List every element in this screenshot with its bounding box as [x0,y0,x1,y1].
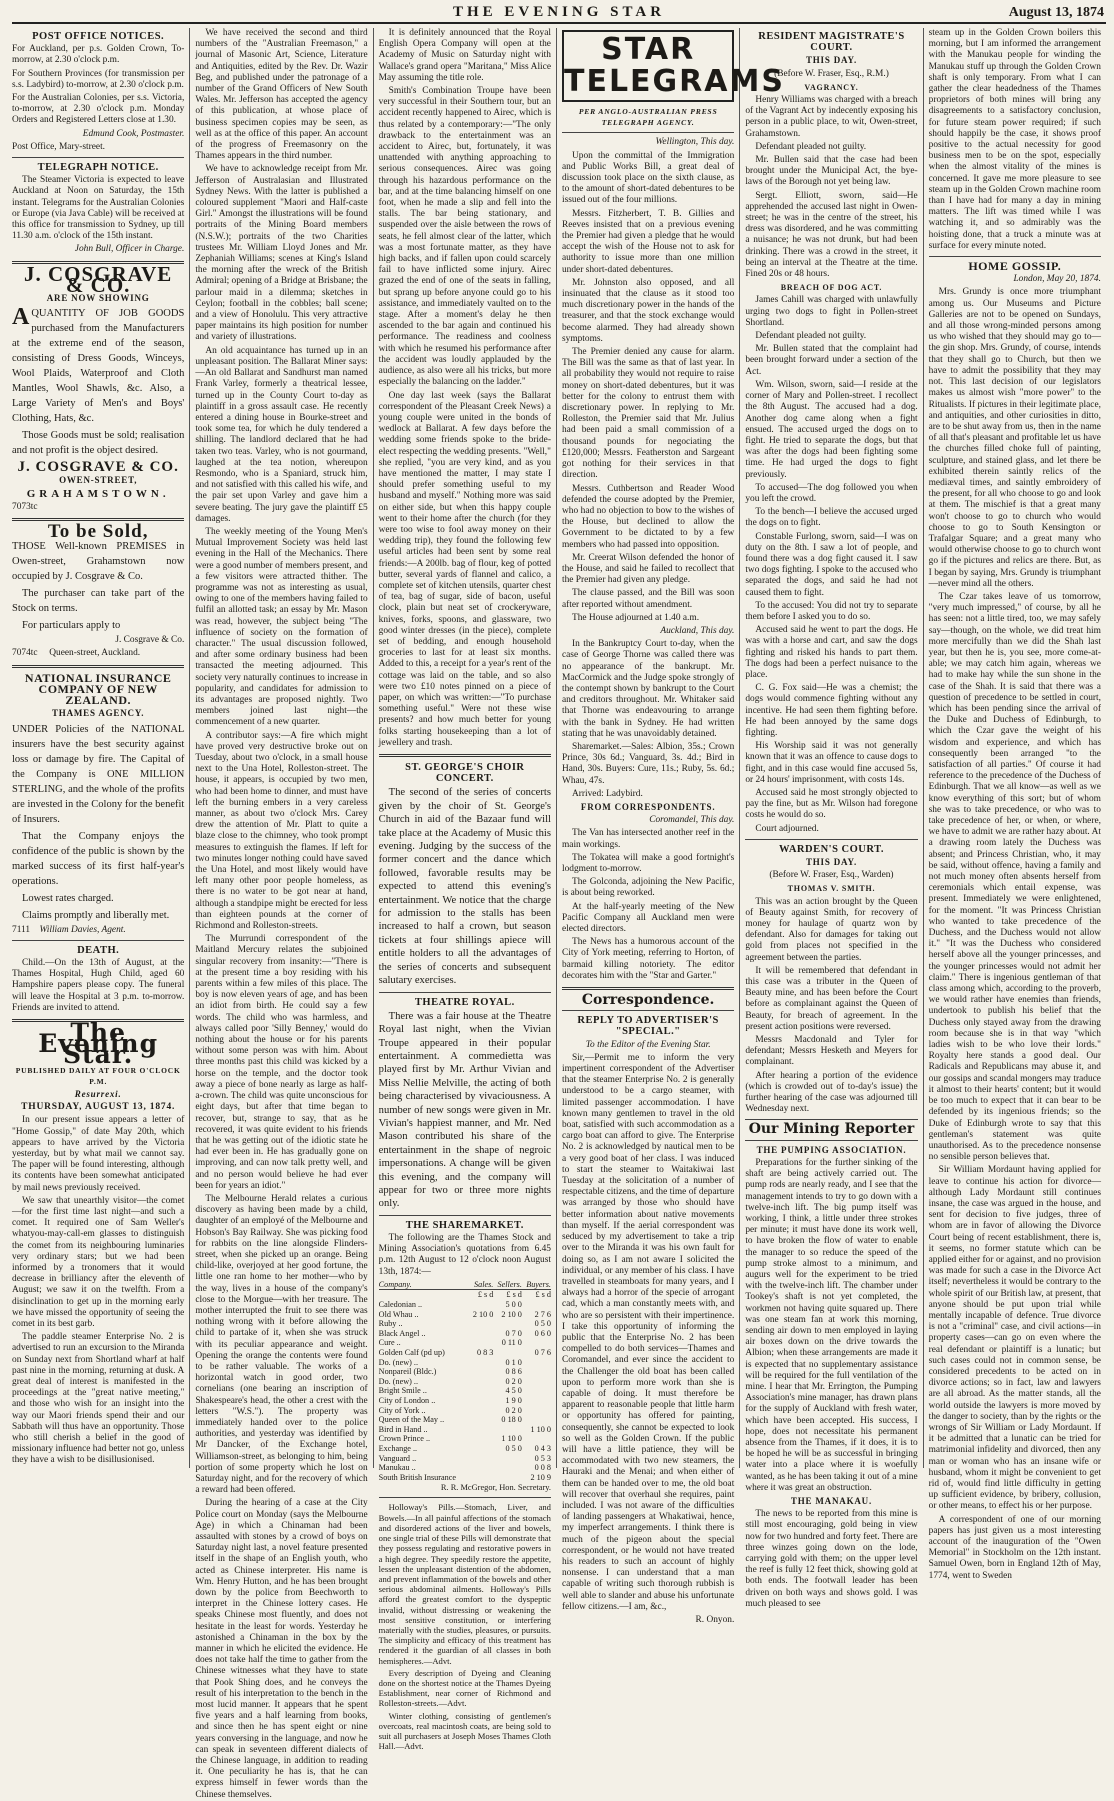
insurance-body: Claims promptly and liberally met. [22,909,170,921]
gossip-paragraph: Sir William Mordaunt having applied for leave to continue his action for divorce—although Lady Mordaunt still continues insane, the case was argued in the house, and sent for decision to five judges, three of whom are in favor of allowing the Divorce Court being of recent establishment, there is, it seems, no former statute which can be applied either for or against, and no provision was made for such a case in the Divorce Act itself; nevertheless it would be contrary to the whole spirit of our British law, at present, that anyone should be put upon trial while mentally incapable of defence. True divorce is not a "criminal" case, and civil actions—in property cases—can go on even where the real defendant or plaintiff is a lunatic; but such cases could not in common sense, be considered precedents to be acted on in divorce actions; so in fact, law and lawyers are all abroad. As the matter stands, all the world outside the lawyers is more moved by the danger to society, than by the rights or the wrongs of Sir William or Lady Mordaunt. If it be admitted that a lunatic can be tried for matrimonial infidelity and divorced, then any man or woman who has an insane wife or husband, whom it might be convenient to get rid of, would find little difficulty in getting up sufficient evidence, by bribery, collusion, or other means, to effect his or her purpose. [928,1165,1101,1512]
advertisement-paragraph: Winter clothing, consisting of gentlemen's overcoats, real macintosh coats, are being sold to suit all purchasers at Joseph Moses Thames Cloth Hall.—Advt. [378,1710,551,1752]
news-paragraph: The Murrundi correspondent of the Maitland Mercury relates the subjoined singular recovery from insanity:—"There is at the present time a boy residing with his parents within a few miles of this place. The boy is now eleven years of age, and has been an idiot from birth. He could say a few words. The child who was harmless, and always called poor 'Silly Benney,' would do nothing about the house or for his parents without some person was with him. About three months past this child was kicked by a horse on the temple, and the doctor took away a piece of bone nearly as large as half-a-crown. The child was quite unconscious for eight days, but after that time began to recover, but, strange to say, that as he recovered, it was quite evident to his friends that he was getting out of the idiotic state he had ever been in. He has gradually gone on improving, and can now talk pretty well, and and no person would believe he had ever been for years an idiot." [195,934,368,1191]
table-row [379,1348,551,1358]
court-paragraph: To accused—The dog followed you when you left the crowd. [745,482,918,504]
table-row [379,1406,551,1416]
price-cell: 4 5 0 [505,1386,522,1396]
price-cell [469,1319,493,1329]
to-be-sold-body: THOSE Well-known PREMISES in Owen-street, Grahamstown now occupied by J. Cosgrave & Co. [12,541,185,583]
gossip-paragraph: A correspondent of one of our morning papers has just given us a most interesting account of the inauguration of the "Owen Memorial" in Stockholm on the 12th instant. Samuel Owen, born in England 12th of May, 1774, went to Sweden [928,1514,1101,1581]
post-office-heading: POST OFFICE NOTICES. [32,31,165,42]
table-row [379,1473,551,1483]
reply-heading: REPLY TO ADVERTISER'S "SPECIAL." [577,1015,719,1038]
price-cell: 0 5 0 [505,1443,522,1453]
ad-code: 7073tc [12,501,38,512]
court-paragraph: Accused said he most strongly objected to pay the fine, but as Mr. Wilson had foregone costs he would do so. [745,788,918,821]
price-cell [522,1338,551,1348]
advertisement-paragraph: Holloway's Pills.—Stomach, Liver, and Bowels.—In all painful affections of the stomach and disordered actions of the liver and bowels, one single trial of these Pills will demonstrate that they possess regulating and restorative powers in a high degree. They speedily restore the appetite, lessen the unpleasant distention of the abdomen, and prevent inflammation of the bowels and other serious abdominal ailments. Holloway's Pills afford the greatest comfort to the dyspeptic invalid, without distressing or weakening the most sensitive constitution, or interfering materially with the studies, pleasures, or pursuits. The simplicity and efficacy of this treatment has rendered it the guardian of all classes in both hemispheres.—Advt. [378,1502,551,1666]
divider [562,132,734,133]
price-cell [469,1463,493,1473]
cosgrave-heading-2: J. COSGRAVE & CO. [17,459,179,476]
company-cell: Bright Smile .. [378,1386,427,1396]
price-cell: 0 2 0 [505,1405,522,1415]
telegram-paragraph: Upon the committal of the Immigration and Public Works Bill, a great deal of discussion took place on the sixth clause, as to the amount of short-dated debentures to be issued out of the four millions. [561,150,735,206]
price-cell: 0 1 0 [505,1357,522,1367]
manakau-heading: THE MANAKAU. [790,1495,873,1506]
news-paragraph: It is definitely announced that the Royal English Opera Company will open at the Academy of Music on Saturday night with Wallace's grand opera "Maritana," Miss Alice May assuming the title role. [378,28,551,83]
dropcap: A [12,304,30,331]
company-cell: Crown Prince .. [378,1434,431,1444]
price-cell: 2 10 9 [530,1472,551,1482]
telegram-paragraph: The Tokatea will make a good fortnight's lodgment to-morrow. [561,852,735,874]
price-cell [522,1434,551,1444]
cosgrave-street: OWEN-STREET, [59,475,138,486]
cosgrave-heading: J. COSGRAVE & CO. [24,261,173,297]
table-row [379,1415,551,1425]
insurance-subheading: THAMES AGENCY. [51,708,145,719]
to-be-sold-body: The purchaser can take part of the Stock on terms. [12,588,185,615]
price-cell [469,1338,493,1348]
choir-article: The second of the series of concerts given by the choir of St. George's Church in aid of the Bazaar fund will take place at the Academy of Music this evening. Judging by the success of the former concert and the dance which followed, favorable results may be expected to attend this evening's entertainment. We notice that the charge for admission to the stalls has been increased to half a crown, but season tickets at four shillings apiece will entitle holders to all the advantages of the series of concerts and subsequent salutary exercises. [378,787,551,987]
price-cell [522,1377,551,1387]
company-cell: Old Whau .. [378,1309,419,1319]
table-row [379,1338,551,1348]
sharemarket-table [379,1280,551,1482]
column-6 [924,28,1106,1581]
column-3 [374,28,557,1752]
company-cell: South British Insurance [378,1472,456,1482]
divider [745,839,917,840]
price-cell [493,1473,522,1483]
theatre-article: There was a fair house at the Theatre Royal last night, when the Vivian Troupe appeared in their popular entertainment. A commedietta was played first by Mr. Arthur Vivian and Miss Nellie Melville, the acting of both being characterised by vivaciousness. A number of new songs were given in Mr. Vivian's happiest manner, and Mr. Ned Mason contributed his share of the entertainment in the shape of negroic impersonations. A change will be given this evening, and the company will appear for two or three more nights only. [378,1010,551,1210]
court-before: (Before W. Fraser, Esq., R.M.) [774,68,889,79]
price-cell: 0 0 8 [534,1463,551,1473]
home-gossip-dateline: London, May 20, 1874. [1013,274,1101,285]
price-cell [469,1406,493,1416]
company-cell: Vanguard .. [378,1453,417,1463]
column-header: Buyers. [522,1280,551,1290]
price-cell: 0 8 3 [476,1347,494,1357]
divider [12,665,184,668]
table-row [379,1310,551,1320]
insurance-body: Lowest rates charged. [22,892,114,904]
telegrams-subheading: PER ANGLO-AUSTRALIAN PRESS TELEGRAPH AGENCY. [578,107,718,128]
price-cell: 1 9 0 [505,1395,522,1405]
home-gossip-heading: HOME GOSSIP. [968,259,1062,274]
column-header: Company. [379,1280,470,1290]
price-cell: 0 7 0 [505,1328,522,1338]
court-paragraph: Constable Furlong, sworn, said—I was on duty on the 8th. I saw a lot of people, and found there was a dog fight caused it. I saw two dogs fighting. I spoke to the accused who separated the dogs, and said he had not caused them to fight. [745,531,918,598]
case-heading: VAGRANCY. [804,82,859,92]
news-paragraph: A contributor says:—A fire which might have proved very destructive broke out on Tuesday, about two o'clock, in a small house next to the Una Hotel, Rolleston-street. The house, it appears, is occupied by two men, who had been home to dinner, and must have left the burning embers in a very careless manner, as about two o'clock Mrs. Carey drew the attention of Mr. Platt to quite a blaze close to the chimney, who took prompt measures to extinguish the flames. If left for two minutes longer nothing could have saved the Una Hotel, and most likely would have left many other poor people homeless, as there is no water to be got near at hand, although a standpipe might be erected for less than eighteen pounds at the corner of Richmond and Rolleston-streets. [195,730,368,932]
dateline: Coromandel, This day. [649,815,735,826]
company-cell: Queen of the May .. [378,1415,445,1425]
post-office-notice: For Southern Provinces (for transmission per s.s. Ladybird) to-morrow, at 2.30 o'clock p.m. [12,68,185,90]
divider [379,992,551,993]
court-paragraph: Wm. Wilson, sworn, said—I reside at the corner of Mary and Pollen-street. I recollect the 8th August. The accused had a dog. Another dog came along when a fight ensued. The accused urged the dogs on to fight. He tried to separate the dogs, but that was after the dogs had been fighting some time. He had urged the dogs to fight previously. [745,379,918,480]
news-paragraph: Smith's Combination Troupe have been very successful in their Southern tour, but an accident recently happened to Airec, which is thus related by a contemporary:—"The only drawback to the entertainment was an accident to Airec, but, fortunately, it was unattended with anything approaching to serious consequences. Airec was going through his hazardous performance on the bar, and at the time balancing himself on one foot, when he made a slip and fell into the stalls. The bar being stationary, and suspended over the aisle between the rows of seats, he fell almost clear of the latter, which was a most fortunate matter, as they have high backs, and if fallen upon could scarcely fail to have inflicted some injury. Airec grazed the end of one of the seats in falling, but sprang up before anyone could go to his assistance, and immediately vaulted on to the stage. After a moment's delay he then ascended to the bar again and continued his performance. The readiness and coolness with which he resumed his performance after the accident was loudly applauded by the audience, as also were all his tricks, but more especially the balancing on the ladder." [378,86,551,388]
paper-title: The Evening Star. [38,1017,159,1070]
divider [379,1215,551,1216]
telegraph-heading: TELEGRAPH NOTICE. [37,162,159,174]
insurance-signature-line: 7111 William Davies, Agent. [12,924,126,935]
table-row [379,1396,551,1406]
price-cell: 0 2 0 [505,1376,522,1386]
column-1 [12,28,190,1468]
company-cell: City of York .. [378,1405,426,1415]
divider [12,157,184,158]
table-unit-row: £ s d £ s d £ s d [477,1290,551,1300]
price-cell [469,1444,493,1454]
sharemarket-heading: THE SHAREMARKET. [405,1219,524,1231]
court-paragraph: His Worship said it was not generally known that it was an offence to cause dogs to fight, and in this case would fine accused 5s, or 24 hours' imprisonment, with costs 14s. [745,741,918,785]
court-heading: RESIDENT MAGISTRATE'S COURT. [758,31,905,54]
telegram-paragraph: The Premier denied any cause for alarm. The Bill was the same as that of last year. In all probability they would not require to raise money on short-dated debentures, but it was better for the colony to entrust them with discretionary power. In replying to Mr. Rolleston, the Premier said that Mr. Julius had been paid a small commission of a thousand pounds for negociating the £120,000; Messrs. Featherston and Sargeant got nothing for their services in that direction. [561,347,735,481]
court-paragraph: Mr. Bullen said that the case had been brought under the Municipal Act, the bye-laws of the Borough not yet being law. [745,155,918,188]
table-row [379,1358,551,1368]
column-5 [740,28,923,1609]
news-paragraph: An old acquaintance has turned up in an unpleasant position. The Ballarat Miner says:—An old Ballarat and Sandhurst man named Frank Varley, formerly a theatrical lessee, turned up in the County Court to-day as plaintiff in a gross assault case. He recently entered a dining house in Bourke-street and took some tea, for which he duly tendered a shilling. The landlord declared that he had taken two teas. Varley, who is not gourmand, laughed at the tea notion, whereupon Resmondo, who is a Spaniard, struck him, and not satisfied with this called his wife, and the pair set upon Varley and gave him a severe beating. The jury gave the plaintiff £5 damages. [195,345,368,524]
column-header: Sellers. [493,1280,522,1290]
wardens-heading: WARDEN'S COURT. [779,843,884,855]
telegram-paragraph: In the Bankruptcy Court to-day, when the case of George Thorne was called there was no appearance of the bankrupt. Mr. MacCormick and the Judge spoke strongly of the contempt shown by bankrupt to the Court and creditors throughout. Mr. Whitaker said that Thorne was endeavouring to arrange with the bank in Sydney. He had written stating that he was unavoidably detained. [561,639,735,739]
reply-addressee: To the Editor of the Evening Star. [585,1039,711,1050]
pumping-heading: THE PUMPING ASSOCIATION. [756,1144,907,1155]
telegram-paragraph: The News has a humorous account of the City of York meeting, referring to Horton, of barmaid killing notoriety. The editor decorates him with the "Star and Garter." [561,937,735,981]
company-cell: City of London .. [378,1395,436,1405]
telegram-paragraph: The Van has intersected another reef in the main workings. [561,828,735,850]
court-paragraph: Court adjourned. [755,823,819,834]
news-paragraph: The Melbourne Herald relates a curious discovery as having been made by a child, daughter of an employé of the Melbourne and Hobson's Bay Railway. She was picking food for rabbits on the line alongside Flinders-street, when she picked up an orange. Being child-like, overjoyed at her good fortune, the little one ran home to her mother—who by the way, lives in a house of the company's close to the Morgue—with her treasure. The mother interrupted the fruit to see there was nothing wrong with it before allowing the child to partake of it, when she was struck with its peculiar appearance and weight. Opening the orange the contents were found to be rather valuable. The works of a horizontal watch in good order, two cornelians (one bearing an inscription of Shakespeare's head, the other a crest with the letters "W.S."). The property was immediately handed over to the police authorities, and yesterday was identified by Mr Dancker, of the Exchange hotel, Williamson-street, as belonging to him, being portion of some property which he lost on Saturday night, and for the recovery of which a reward had been offered. [195,1193,368,1496]
news-paragraph: We have received the second and third numbers of the "Australian Freemason," a journal of Masonic Art, Science, Literature and Antiquities, edited by the Rev. Dr. Wazir Beg, and published under the patronage of a number of the Grand Officers of New South Wales. Mr. Jefferson has accepted the agency of this publication, at whose place of business specimen copies may be seen, as well as at the office of this paper. An account of the progress of Freemasonry on the Thames appears in the third number. [195,28,368,162]
divider [745,1119,917,1120]
editorial-paragraph: We saw that unearthly visitor—the comet —for the first time last night—and such a comet. It required one of Sam Weller's whatyou-may-call-em glasses to distinguish the comet from its neighbouring luminaries very ordinary stars; but we had been informed by a tronomers that it would decrease in brilliancy after the eleventh of August; we saw it on the twelfth. From a disinclination to get up in the morning early we have missed the opportunity of seeing the comet in its best garb. [12,1195,185,1329]
telegram-paragraph: Mr. Creerat Wilson defended the honor of the House, and said he failed to recollect that the Premier had given any pledge. [561,552,735,586]
dateline: Wellington, This day. [655,137,735,148]
company-cell: Cure .. [378,1338,401,1348]
telegram-paragraph: The clause passed, and the Bill was soon after reported without amendment. [561,588,735,610]
telegram-paragraph: Messrs. Fitzherbert, T. B. Gillies and Reeves insisted that on a previous evening the Premier had given a pledge that he would accept the wish of the House not to ask for authority to issue more than one million under short-dated debentures. [561,208,735,275]
price-cell [469,1386,493,1396]
company-cell: Ruby .. [378,1319,403,1329]
to-be-sold-heading: To be Sold, [47,521,149,543]
court-paragraph: Defendant pleaded not guilty. [755,141,867,152]
column-4 [557,28,785,1625]
price-cell [493,1348,522,1358]
table-row [379,1386,551,1396]
table-row [379,1425,551,1435]
table-row [379,1454,551,1464]
cosgrave-town: GRAHAMSTOWN. [26,487,170,500]
price-cell [469,1300,493,1310]
price-cell [522,1415,551,1425]
ad-code-line: 7074tc Queen-street, Auckland. [12,648,141,659]
court-paragraph: Henry Williams was charged with a breach of the Vagrant Act by indecently exposing his person in a public place, to wit, Owen-street, Grahamstown. [745,95,918,139]
court-paragraph: Messrs Macdonald and Tyler for defendant; Messrs Hesketh and Meyers for complainant. [745,1035,918,1068]
price-cell: 2 10 0 [472,1309,494,1319]
columns [12,28,1106,1800]
company-cell: Black Angel .. [378,1328,426,1338]
dateline: Auckland, This day. [660,625,735,636]
editorial-paragraph: The paddle steamer Enterprise No. 2 is advertised to run an excursion to the Miranda on Sunday next from Shortland wharf at half past nine in the morning, returning at dusk. A great deal of interest is manifested in the proceedings at the "great native meeting," and those who wish for an insight into the way our Maori friends spend their and our Sabbath will thus have an opportunity. Those who still cherish a belief in the good of missionary influence had better not go, unless they have a wish to be disillusionised. [12,1332,185,1466]
company-cell: Bird in Hand .. [378,1424,428,1434]
telegraph-notice: The Steamer Victoria is expected to leave Auckland at Noon on Saturday, the 15th instant. Telegrams for the Australian Colonies or Europe (via Java Cable) will be received at this office for transmission to Sydney, up till 11.30 a.m. o'clock of the 15th instant. [12,175,185,242]
to-be-sold-signature: J. Cosgrave & Co. [115,635,185,646]
editorial-paragraph: In our present issue appears a letter of "Home Gossip," of date May 20th, which appears to have arrived by the Victoria yesterday, but by what mail we cannot say. The paper will be found interesting, although its contents have been somewhat anticipated by mail news previously received. [12,1115,185,1193]
divider [379,754,551,757]
court-paragraph: C. G. Fox said—He was a chemist; the dogs would commence fighting without any incentive. He had seen them fighting before. He had been annoyed by the same dogs fighting. [745,683,918,738]
sharemarket-intro: The following are the Thames Stock and Mining Association's quotations from 6.45 p.m. 12th August to 12 o'clock noon August 13th, 1874:— [378,1233,551,1277]
divider [562,1010,734,1011]
price-cell [469,1415,493,1425]
court-paragraph: Accused said he went to part the dogs. He was with a horse and cart, and saw the dogs fighting and risked his hands to part them. The dogs had been a perfect nuisance to the place. [745,625,918,680]
case-heading: THOMAS V. SMITH. [787,884,876,894]
court-paragraph: Mr. Bullen stated that the complaint had been brought forward under a section of the Act. [745,344,918,377]
price-cell [469,1434,493,1444]
theatre-heading: THEATRE ROYAL. [414,996,515,1008]
table-header-row [379,1280,551,1290]
company-cell: Golden Calf (pd up) [378,1347,445,1357]
price-cell [469,1473,493,1483]
paper-subtitle: PUBLISHED DAILY AT FOUR O'CLOCK P.M. [15,1065,181,1086]
table-row [379,1367,551,1377]
company-cell: Nonpareil (Bldc.) [378,1367,437,1377]
price-cell [522,1396,551,1406]
court-day: THIS DAY. [805,55,857,66]
telegrams-heading: STAR TELEGRAMS [562,30,734,102]
price-cell [493,1463,522,1473]
telegram-paragraph: The House adjourned at 1.40 a.m. [571,612,700,623]
insurance-heading: NATIONAL INSURANCE COMPANY OF NEW ZEALAND. [24,670,172,708]
price-cell [522,1386,551,1396]
advertisement-paragraph: Every description of Dyeing and Cleaning done on the shortest notice at the Thames Dyeing Establishment, near corner of Richmond and Rolleston-streets.—Advt. [378,1667,551,1709]
telegraph-signature: John Bull, Officer in Charge. [74,244,185,255]
to-be-sold-body: For particulars apply to [22,620,121,632]
court-paragraph: It will be remembered that defendant in this case was a tributer in the Queen of Beauty mine, and has been before the Court before as complainant against the Queen of Beauty, for breach of agreement. In the present action positions were reversed. [745,965,918,1032]
masthead-date: August 13, 1874 [1008,5,1104,20]
price-cell [469,1367,493,1377]
company-cell: Manukau .. [378,1463,416,1473]
reply-letter: Sir,—Permit me to inform the very impertinent correspondent of the Advertiser that the steamer Enterprise No. 2 is generally understood to be a cargo steamer, with limited passenger accommodation. I have known many gentlemen to travel in the old boat, satisfied with such accommodation as a cargo boat can afford to give. The Enterprise No. 2 is acknowledged by nautical men to be a very good boat of her class. I was induced to start the steamer to Waitakiwai last Tuesday at the solicitation of a number of respectable citizens, and the time of departure was arranged by those who should have better information about native movements than myself. If the aerial correspondent was seduced by my advertisement to take a trip over to the Miranda it was his own fault for doing so, as I am not aware I solicited the individual, or any member of his class. I have travelled in steamboats for many years, and I always had a horror of the specie of arrogant cad, which a man constantly meets with, and who are so persistent with their impertinence. I take this opportunity of informing the public that the Enterprise No. 2 has been compelled to do both services—Thames and Coromandel, and ever since the accident to the Challenger the old boat has been called upon to perform more work than she is capable of doing. It must therefore be apparent to reasonable people that little harm or opportunity has offered for painting, consequently, she cannot be expected to look so well as the Golden Crown. If the public will have a little patience, they will be accommodated with two new steamers, the Hauraki and the Menai; and when either of them can be handed over to me, the old boat will recover that overhaul she requires, paint included. I was not aware of the difficulties of landing passengers at Whakatiwai, hence, my imperfect arrangements. I think there is much of the pigeon about the special correspondent, or he would not have treated his readers to such an account of highly nonsense. I can understand that a man capable of writing such thorough rubbish is well able to slander and abuse his unfortunate fellow citizens.—I am, &c., [561,1052,735,1612]
death-heading: DEATH. [77,944,120,956]
price-cell: 1 10 0 [501,1434,522,1444]
table-row [379,1329,551,1339]
court-paragraph: This was an action brought by the Queen of Beauty against Smith, for recovery of money for haulage of quartz won by defendant. Also for damages for taking out gold from places not specified in the agreement between the parties. [745,896,918,963]
telegram-paragraph: Mr. Johnston also opposed, and all insinuated that the clause as it stood too much discretionary power in the hands of the treasurer, and that the stock exchange would become alarmed. They had already shown symptoms. [561,277,735,344]
price-cell: 0 8 6 [505,1367,522,1377]
company-cell: Caledonian .. [378,1300,423,1309]
price-cell [522,1300,551,1310]
masthead-title: THE EVENING STAR [452,4,666,20]
price-cell [493,1319,522,1329]
sharemarket-signature: R. R. McGregor, Hon. Secretary. [440,1483,551,1493]
price-cell [493,1425,522,1435]
divider [745,1140,917,1141]
post-office-notice: For the Australian Colonies, per s.s. Victoria, to-morrow, at 2.30 o'clock p.m. Monday Orders and Registered Letters close at 1.30. [12,93,185,126]
mining-paragraph: steam up in the Golden Crown boilers this morning, but I am informed the arrangement with the Manukau people for winding the Manukau stuff up through the Golden Crown shaft is only temporary. From what I can gather the clear headedness of the Thames proprietors of both mines will bring any disagreements to a satisfactory conclusion, for future steam power required; if such should happily be the case, it shows proof positive to the actual necessity for good business men to be on the spot, especially when the almost vitality of the mines is concerned. It gave me more pleasure to see steam up in the Golden Crown machine room than I have had for many a day in mining matters. The lift was timed while I was watching it, and so admirably was the hoisting done, that a truck a minute was at surface for every minute noted. [928,28,1101,251]
correspondents-heading: FROM CORRESPONDENTS. [580,801,716,812]
mining-paragraph: Preparations for the further sinking of the shaft are being actively carried out. The pump rods are nearly ready, and I see that the management intends to try to go down with a twelve-inch lift. The big pump itself was working, I think, a little under three strokes per minute; it must have done its work well, to have broken the flow of water to enable the manager to so reduce the speed of the pump stroke almost to a minimum, and augurs well for the experiment to be tried with the twelve-inch lift. The chamber under Tookey's shaft is not yet completed, the workmen not having quite squared up. There was one steam fan at work this morning, sending air down to men employed in laying air boxes down on the drive towards the Albion; when these arrangements are made it is expected that no supplementary assistance will be required for the full ventilation of the mine. I hear that Mr. Errington, the Pumping Association's mine manager, has drawn plans for the supply of Auckland with fresh water, which have been accepted. His success, I hope, does not necessitate his permanent absence from the Thames, if it does, it is to be hoped he will be as successful in bringing water into a place where it is woefully wanted, as he has been taking it out of a mine where it was great an obstruction. [745,1157,918,1493]
telegram-paragraph: Sharemarket.—Sales: Albion, 35s.; Crown Prince, 30s 6d.; Vanguard, 3s. 4d.; Bird in Hand, 30s. Buyers: Cure, 11s.; Ruby, 5s. 6d.; Whau, 47s. [561,741,735,786]
paper-date: THURSDAY, AUGUST 13, 1874. [21,1102,176,1113]
price-cell: 0 18 0 [501,1415,522,1425]
correspondence-heading: Correspondence. [581,992,715,1009]
price-cell [469,1358,493,1368]
wardens-day: THIS DAY. [805,857,857,868]
telegram-paragraph: Arrived: Ladybird. [571,788,643,799]
price-cell: 0 6 0 [534,1328,551,1338]
court-paragraph: To the bench—I believe the accused urged the dogs on to fight. [745,507,918,529]
table-row [379,1463,551,1473]
case-heading: BREACH OF DOG ACT. [780,283,883,293]
divider [12,940,184,941]
paper-motto: Resurrexi. [74,1088,122,1099]
price-cell [493,1454,522,1464]
post-office-signature: Edmund Cook, Postmaster. [82,128,185,139]
price-cell: 0 11 0 [501,1338,522,1348]
telegram-paragraph: At the half-yearly meeting of the New Pacific Company all Auckland men were elected directors. [561,901,735,935]
price-cell: 0 7 6 [534,1347,551,1357]
price-cell [469,1396,493,1406]
company-cell: Do. (new) .. [378,1376,418,1386]
table-row [379,1434,551,1444]
price-cell [469,1454,493,1464]
price-cell: 2 10 0 [501,1309,522,1319]
cosgrave-ad-body: Those Goods must be sold; realisation and not profit is the object desired. [12,430,185,457]
telegram-paragraph: Messrs. Cuthbertson and Reader Wood defended the course adopted by the Premier, who had no objection to bow to the wishes of the House, but declined to allow the Government to be dictated to by a few members who had passed into opposition. [561,483,735,550]
mining-paragraph: The news to be reported from this mine is still most encouraging, gold being in view now for two hundred and forty feet. There are three winzes going down on the lode, carrying gold with them; on the upper level the reef is fully 12 feet thick, showing gold at both ends. The footwall leader has been driven on both ways and shows gold. I was much pleased to see [745,1509,918,1609]
post-office-place: Post Office, Mary-street. [12,141,106,152]
court-paragraph: Sergt. Elliott, sworn, said—He apprehended the accused last night in Owen-street; he was in the centre of the street, his dress was disordered, and he was committing a nuisance; he was not drunk, but had been drinking. There was a crowd in the street, it being an interval at the Theatre at the time. Fined 20s or 48 hours. [745,190,918,280]
news-paragraph: During the hearing of a case at the City Police court on Monday (says the Melbourne Age) in which a Chinaman had been assaulted with stones by a crowd of boys on Saturday night last, a novel feature presented itself in the shape of an English youth, who acted as Chinese interpreter. His name is Wm. Henry Hutton, and he has been brought down by the police from Beechworth to interpret in the Chinese lottery cases. He speaks Chinese most fluently, and does not hesitate in the least for words. Yesterday he astonished a Chinaman in the box by the manner in which he elicited the evidence. He does not take half the time to gather from the Chinese witnesses what they have to state that Pook Shing does, and he conveys the result of his interpretation to the bench in the most lucid manner. It appears that he spent five years and a half learning from books, and since then he has spent eight or nine years conversing in the language, and now he can speak in seventeen different dialects of the Chinese language, in addition to reading it. One peculiarity he has is, that he can express himself in fewer words than the Chinese themselves. [195,1498,368,1800]
table-row [379,1377,551,1387]
sharemarket-rows [379,1300,551,1482]
reply-signature: R. Onyon. [695,1615,735,1625]
company-cell: Do. (new) .. [378,1357,418,1367]
news-paragraph: One day last week (says the Ballarat correspondent of the Pleasant Creek News) a young couple were united in the bonds of wedlock at Ballarat. A few days before the wedding some friends spoke to the bride-elect respecting the wedding presents. "Well," she replied, "you are very kind, and as you have mentioned the matter, I may state I should prefer something useful to my husband and myself." Nothing more was said on either side, but when this happy couple went to their home after the church (for they were too wise to fool away money on their wedding trip), they found the following few useful articles had been sent by some real friends:—A 200lb. bag of flour, keg of potted butter, several yards of flannel and calico, a complete set of kitchen utensils, quarter chest of tea, bag of sugar, side of bacon, useful clock, plain but neat set of crockeryware, knives, forks, spoons, and glassware, two good winter dresses (in the piece), complete set of bedding, and enough household groceries to last for at least six months. Added to this, a receipt for a year's rent of the cottage was laid on the table, and so also were two £10 notes pinned on a piece of paper, on which was written:—"To purchase something useful." Were not these wise presents? and how much better for young folks starting housekeeping than a lot of jewellery and trash. [378,390,551,748]
price-cell: 1 10 0 [530,1424,551,1434]
price-cell: 0 5 3 [534,1453,551,1463]
news-paragraph: The weekly meeting of the Young Men's Mutual Improvement Society was held last evening in the Hall of the Mechanics. There were a good number of members present, and a few visitors were attracted thither. The programme was not as interesting as usual, owing to one of the members having failed to fulfil an allotted task; an essay by Mr. Mason was read, however, the subject being "The influence of society on the formation of character." The usual discussion followed, and after some ordinary business had been transacted the meeting adjourned. This society very naturally continues to increase in popularity, and candidates for admission to its advantages are proposed nightly. Two members joined last night—the commencement of a new quarter. [195,526,368,728]
price-cell [522,1406,551,1416]
column-2 [190,28,373,1800]
court-paragraph: After hearing a portion of the evidence (which is crowded out of to-day's issue) the further hearing of the case was adjourned till Wednesday next. [745,1070,918,1115]
choir-heading: ST. GEORGE'S CHOIR CONCERT. [405,762,525,785]
telegram-paragraph: The Golconda, adjoining the New Pacific, is about being reworked. [561,877,735,899]
cosgrave-subheading: ARE NOW SHOWING [46,293,150,304]
masthead [12,4,1106,24]
table-row [379,1444,551,1454]
table-row [379,1319,551,1329]
price-cell: 0 5 0 [534,1319,551,1329]
gossip-paragraph: Mrs. Grundy is once more triumphant among us. Our Museums and Picture Galleries are not to be opened on Sundays, and all those wrong-minded persons among us who wished that they should may go to—the gin shop. Mrs. Grundy, of course, intends that they shall go to Church, but then we have to admit the possibility that they may not. This last decision of our legislators makes us almost wish "more power" to the Ritualists. If pictures in their legitimate place, and antiquities, and other curiosities in ditto, are to be shut away from us, then in the name of all that's pleasant and profitable let us have the churches filled choke full of painting, sculpture, and stained glass, and let there be exhibited therein saintly relics of the mediæval times, and saintly embroidery of the present, for all who choose to go and look at them. The mischief is that a great many won't choose to go to church who would choose to go to South Kensington or Trafalgar Square; and a great many who would otherwise choose to go to church wont go if the pictures and relics are there. But, as I began by saying, Mrs. Grundy is triumphant—never mind all the others. [928,287,1101,589]
insurance-body: That the Company enjoys the confidence of the public is shown by the marked success of its first half-year's operations. [12,830,185,887]
insurance-body: UNDER Policies of the NATIONAL insurers have the best security against loss or damage by fire. The Capital of the Company is ONE MILLION STERLING, and the whole of the profits are invested in the Colony for the benefit of Insurers. [12,723,185,825]
mining-reporter-heading: Our Mining Reporter [748,1121,915,1138]
column-header: Sales. [469,1280,493,1290]
court-paragraph: James Cahill was charged with unlawfully urging two dogs to fight in Pollen-street Shortland. [745,295,918,328]
divider [562,987,734,990]
price-cell [522,1358,551,1368]
news-paragraph: We have to acknowledge receipt from Mr. Jefferson of Australasian and Illustrated Sydney News. With the latter is published a coloured supplement "Maori and Half-caste Girl." Amongst the illustrations will be found portraits of the Mining Board members (N.S.W.); portraits of the two Charities trustees Mr. William Lloyd Jones and Mr. Zephaniah Williams; scenes at King's Island the morning after the wreck of the British Admiral; opening of a Bridge at Brisbane; the parlour maid in a dilemma; sketches in Ceylon; football in the cobbles; ball scene; and a view of Honolulu. This very attractive paper maintains its high position for number and variety of illustrations. [195,164,368,343]
price-cell [469,1377,493,1387]
price-cell [522,1367,551,1377]
divider [929,256,1101,257]
cosgrave-ad-body: AQUANTITY OF JOB GOODS purchased from the Manufacturers at the extreme end of the season, consisting of Dress Goods, Winceys, Wool Plaids, Waterproof and Cloth Mantles, Wool Shawls, &c. Also, a Large Variety of Men's and Boys' Clothing, Hats, &c. [12,304,185,425]
court-paragraph: Defendant pleaded not guilty. [755,331,867,342]
company-cell: Exchange .. [378,1443,418,1453]
post-office-notice: For Auckland, per p.s. Golden Crown, To-morrow, at 2.30 o'clock p.m. [12,44,185,66]
price-cell: 0 4 3 [534,1443,551,1453]
price-cell [469,1425,493,1435]
wardens-before: (Before W. Fraser, Esq., Warden) [769,870,894,881]
divider [379,1497,551,1498]
death-notice: Child.—On the 13th of August, at the Thames Hospital, Hugh Child, aged 60 Hampshire papers please copy. The funeral will leave the Hospital at 3 p.m. to-morrow. Friends are invited to attend. [12,957,185,1013]
gossip-paragraph: The Czar takes leave of us tomorrow, "very much impressed," of course, by all he has seen: not a little tired, too, we may safely say—though, on the whole, we did treat him more mercifully than we did the Shah last year, but then he is, you see, more come-at-able; we may catch him again, whereas we had to make hay while the sun shone in the case of the Shah. It is said that there was a question of precedence to be settled in court, which has been pending since the arrival of the Duke and Duchess of Edinburgh, to which the Czar gave the weight of his wisdom and experience, and which has consequently been arranged "to the satisfaction of all parties." Of course it had reference to the precedence of the Duchess of Edinburgh. That we all know—as well as we know everything of this sort; but of whom she was to take precedence, or who was to take precedence of her, or when, or where, we have to admit we are rather hazy about. At a drawing room lately the Duchess was absent; and Princess Christian, who, it may be said, without offence, having a family and not much money often absents herself from ceremonials which entail expense, was present. Immediately we were enlightened, for the moment. "It was Princess Christian who wanted to take precedence of the Duchess, and the Duchess would not allow it." "It was the Duchess who considered herself above all the younger princesses, and the younger princesses would not admit her claim." There is ingenious gentleman of that class among which, according to the proverb, we would rather have enemies than friends, undertook to publish his belief that the Duchess only stayed away from the drawing room because she is in that way "which ladies wish to be who love their lords." Royalty here stands a good deal. Our Radicals and Republicans may abuse it, and our gossips and scandal mongers may traduce it almost to their hearts' content; but it would be too much to expect that it can bear to be defended by its ingenious friends; so the Duke of Edinburgh wrote to say that this gentleman's statement was quite unauthorised. As to the precedence nonsense no sensible person believes that. [928,591,1101,1163]
table-row [379,1300,551,1310]
price-cell: 2 7 6 [534,1309,551,1319]
court-paragraph: To the accused: You did not try to separate them before I asked you to do so. [745,600,918,622]
price-cell: 5 0 0 [505,1300,522,1309]
price-cell [469,1329,493,1339]
